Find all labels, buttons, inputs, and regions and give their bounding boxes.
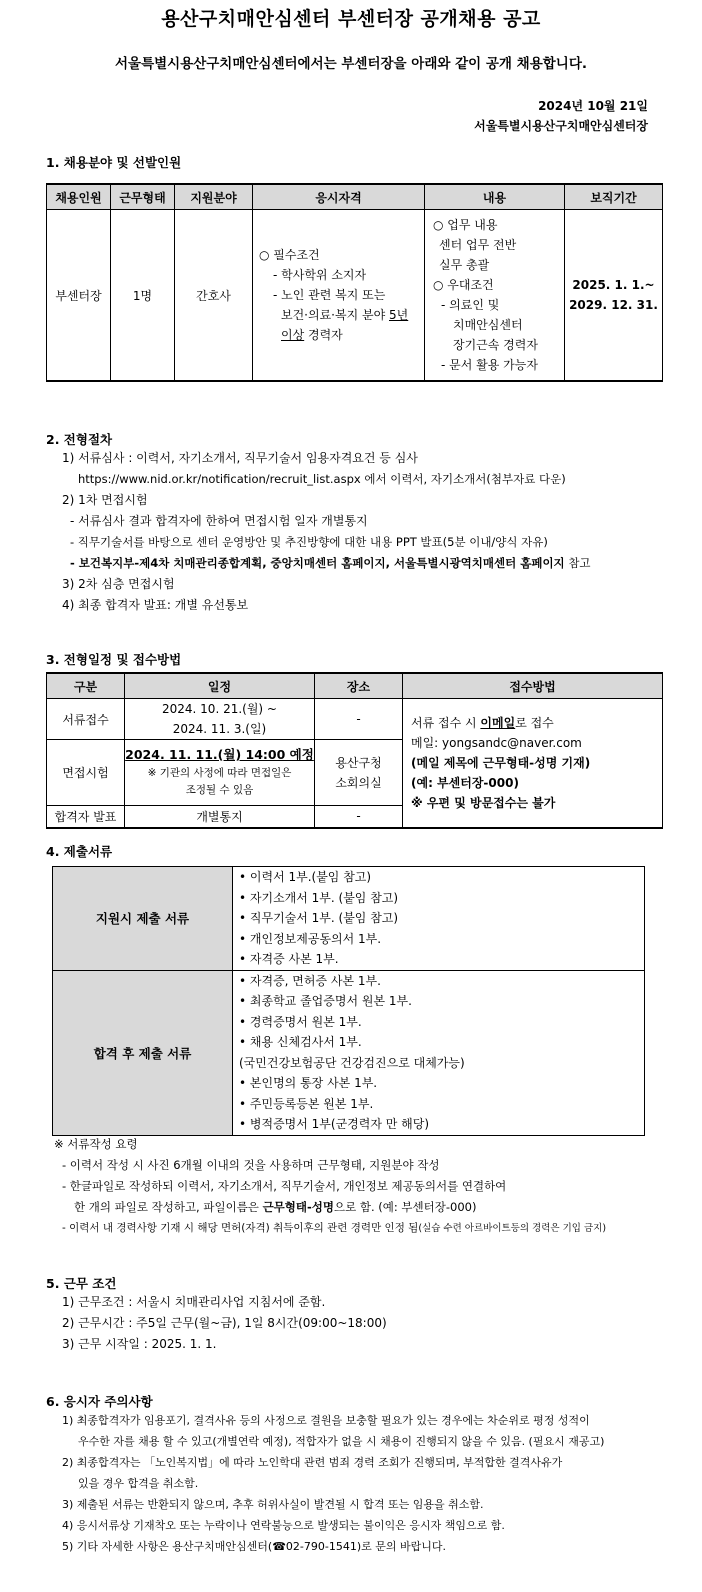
list-item: • 주민등록등본 원본 1부.	[239, 1096, 374, 1111]
method-line: 메일: yongsandc@naver.com	[411, 735, 582, 750]
list-item: • 채용 신체검사서 1부.	[239, 1035, 362, 1049]
page-title: 용산구치매안심센터 부센터장 공개채용 공고	[161, 8, 541, 30]
position-cell: 부센터장	[47, 210, 111, 382]
group-items	[233, 867, 645, 971]
qual-line: - 노인 관련 복지 또는	[273, 288, 386, 302]
place-line: 용산구청	[335, 755, 382, 770]
col-header: 장소	[315, 673, 403, 699]
qual-line: ○ 필수조건	[259, 248, 320, 262]
list-item: 3) 제출된 서류는 반환되지 않으며, 추후 허위사실이 발견될 시 합격 또는 임용을 취소함.	[62, 1498, 484, 1511]
list-item: - 직무기술서를 바탕으로 센터 운영방안 및 추진방향에 대한 내용 PPT 발표(5분 이내/양식 자유)	[70, 535, 548, 549]
section3-heading: 3. 전형일정 및 접수방법	[46, 652, 182, 667]
qual-line: 이상 경력자	[281, 328, 343, 342]
work-conditions	[62, 1292, 662, 1355]
qual-line: - 학사학위 소지자	[273, 268, 367, 282]
list-item: 2) 최종합격자는 「노인복지법」에 따라 노인학대 관련 범죄 경력 조회가 진행되며, 부적합한 결격사유가	[62, 1456, 563, 1469]
row-label: 합격자 발표	[47, 806, 125, 828]
documents-table	[52, 866, 645, 1136]
procedure-list	[62, 448, 662, 616]
content-cell	[425, 210, 565, 382]
intro-text: 서울특별시용산구치매안심센터에서는 부센터장을 아래와 같이 공개 채용합니다.	[114, 56, 588, 72]
group-items	[233, 970, 645, 1135]
content-line: 치매안심센터	[453, 318, 523, 332]
place-cell: -	[315, 699, 403, 740]
list-item: 2) 근무시간 : 주5일 근무(월~금), 1일 8시간(09:00~18:00)	[62, 1316, 387, 1330]
list-item: • 자기소개서 1부. (붙임 참고)	[239, 890, 399, 905]
list-item: • 경력증명서 원본 1부.	[239, 1014, 362, 1029]
schedule-cell	[125, 699, 315, 740]
schedule-line: 2024. 11. 11.(월) 14:00 예정	[125, 747, 314, 762]
table-row	[53, 970, 645, 1135]
section5-heading: 5. 근무 조건	[46, 1276, 117, 1291]
qual-line: 보건·의료·복지 분야 5년	[281, 308, 409, 322]
content-line: ○ 우대조건	[433, 278, 494, 292]
section2-heading: 2. 전형절차	[46, 432, 113, 447]
list-item: ※ 서류작성 요령	[54, 1137, 138, 1151]
writing-guide	[54, 1134, 694, 1239]
group-label: 지원시 제출 서류	[53, 867, 233, 971]
list-item: (국민건강보험공단 건강검진으로 대체가능)	[239, 1055, 465, 1070]
col-header: 보직기간	[565, 184, 663, 210]
section4-heading: 4. 제출서류	[46, 844, 113, 859]
list-item: 3) 2차 심층 면접시험	[62, 577, 175, 591]
content-line: ○ 업무 내용	[433, 218, 498, 232]
table-header-row	[47, 673, 663, 699]
issue-date: 2024년 10월 21일	[538, 99, 648, 113]
group-label: 합격 후 제출 서류	[53, 970, 233, 1135]
section1-heading: 1. 채용분야 및 선발인원	[46, 155, 182, 170]
list-item: • 자격증, 면허증 사본 1부.	[239, 973, 381, 988]
schedule-line: 조정될 수 있음	[185, 784, 254, 796]
method-line: ※ 우편 및 방문접수는 불가	[411, 795, 556, 810]
list-item: 1) 근무조건 : 서울시 치매관리사업 지침서에 준함.	[62, 1295, 326, 1309]
list-item: 4) 응시서류상 기재착오 또는 누락이나 연락불능으로 발생되는 불이익은 응시자 책임으로 함.	[62, 1519, 505, 1532]
content-line: 센터 업무 전반	[439, 238, 517, 252]
list-item: - 한글파일로 작성하되 이력서, 자기소개서, 직무기술서, 개인정보 제공동의서를 연결하여	[62, 1179, 507, 1193]
table-row	[47, 699, 663, 740]
content-line: - 의료인 및	[441, 298, 500, 312]
place-line: 소회의실	[335, 775, 382, 790]
list-item: 1) 최종합격자가 임용포기, 결격사유 등의 사정으로 결원을 보충할 필요가 있는 경우에는 차순위로 평정 성적이	[62, 1414, 590, 1427]
method-cell	[403, 699, 663, 828]
table-row	[53, 867, 645, 971]
table-row	[47, 210, 663, 382]
field-cell: 간호사	[175, 210, 253, 382]
list-item: • 본인명의 통장 사본 1부.	[239, 1076, 378, 1090]
method-line: (예: 부센터장-000)	[411, 775, 519, 790]
list-item: - 이력서 작성 시 사진 6개월 이내의 것을 사용하며 근무형태, 지원분야 작성	[62, 1158, 440, 1172]
qualification-cell	[253, 210, 425, 382]
content-line: 장기근속 경력자	[453, 338, 538, 352]
list-item: https://www.nid.or.kr/notification/recruit_list.aspx 에서 이력서, 자기소개서(첨부자료 다운)	[78, 472, 566, 486]
place-cell: -	[315, 806, 403, 828]
list-item: • 직무기술서 1부. (붙임 참고)	[239, 911, 399, 925]
period-line: 2025. 1. 1.~	[572, 278, 655, 292]
col-header: 채용인원	[47, 184, 111, 210]
col-header: 구분	[47, 673, 125, 699]
applicant-notes	[62, 1410, 698, 1557]
row-label: 서류접수	[47, 699, 125, 740]
method-line: (메일 제목에 근무형태-성명 기재)	[411, 755, 591, 770]
col-header: 일정	[125, 673, 315, 699]
section6-heading: 6. 응시자 주의사항	[46, 1394, 153, 1409]
list-item: 있을 경우 합격을 취소함.	[78, 1477, 199, 1490]
list-item: 한 개의 파일로 작성하고, 파일이름은 근무형태-성명으로 함. (예: 부센터장-000)	[74, 1200, 477, 1214]
col-header: 접수방법	[403, 673, 663, 699]
count-cell: 1명	[111, 210, 175, 382]
list-item: 3) 근무 시작일 : 2025. 1. 1.	[62, 1337, 217, 1351]
recruitment-table	[46, 183, 663, 382]
table-header-row	[47, 184, 663, 210]
method-line: 서류 접수 시 이메일로 접수	[411, 715, 554, 730]
row-label: 면접시험	[47, 740, 125, 806]
col-header: 지원분야	[175, 184, 253, 210]
col-header: 내용	[425, 184, 565, 210]
list-item: • 개인정보제공동의서 1부.	[239, 931, 382, 946]
list-item: 1) 서류심사 : 이력서, 자기소개서, 직무기술서 임용자격요건 등 심사	[62, 451, 418, 465]
list-item: • 최종학교 졸업증명서 원본 1부.	[239, 994, 412, 1008]
list-item: - 서류심사 결과 합격자에 한하여 면접시험 일자 개별통지	[70, 514, 368, 528]
schedule-line: ※ 기관의 사정에 따라 면접일은	[147, 767, 292, 779]
list-item: 우수한 자를 채용 할 수 있고(개별연락 예정), 적합자가 없을 시 채용이 진행되지 않을 수 있음. (필요시 재공고)	[78, 1435, 605, 1448]
period-cell	[565, 210, 663, 382]
schedule-line: 2024. 10. 21.(월) ~	[162, 702, 277, 716]
place-cell	[315, 740, 403, 806]
content-line: 실무 총괄	[439, 258, 490, 272]
content-line: - 문서 활용 가능자	[441, 358, 538, 372]
schedule-cell	[125, 740, 315, 806]
issuer: 서울특별시용산구치매안심센터장	[474, 119, 648, 133]
schedule-cell: 개별통지	[125, 806, 315, 828]
col-header: 근무형태	[111, 184, 175, 210]
list-item: 2) 1차 면접시험	[62, 493, 148, 507]
schedule-table	[46, 672, 663, 829]
schedule-line: 2024. 11. 3.(일)	[172, 722, 267, 736]
period-line: 2029. 12. 31.	[569, 298, 658, 312]
list-item: • 자격증 사본 1부.	[239, 952, 339, 966]
list-item: 4) 최종 합격자 발표: 개별 유선통보	[62, 598, 249, 612]
list-item: - 이력서 내 경력사항 기재 시 해당 면허(자격) 취득이후의 관련 경력만 인정 됨(실습 수련 아르바이트등의 경력은 기입 금지)	[62, 1222, 607, 1234]
list-item: - 보건복지부-제4차 치매관리종합계획, 중앙치매센터 홈페이지, 서울특별시광역치매센터 홈페이지 참고	[70, 556, 591, 570]
list-item: • 이력서 1부.(붙임 참고)	[239, 870, 372, 884]
col-header: 응시자격	[253, 184, 425, 210]
list-item: 5) 기타 자세한 사항은 용산구치매안심센터(☎02-790-1541)로 문의 바랍니다.	[62, 1540, 446, 1553]
issue-block	[474, 96, 648, 136]
list-item: • 병적증명서 1부(군경력자 만 해당)	[239, 1117, 430, 1131]
